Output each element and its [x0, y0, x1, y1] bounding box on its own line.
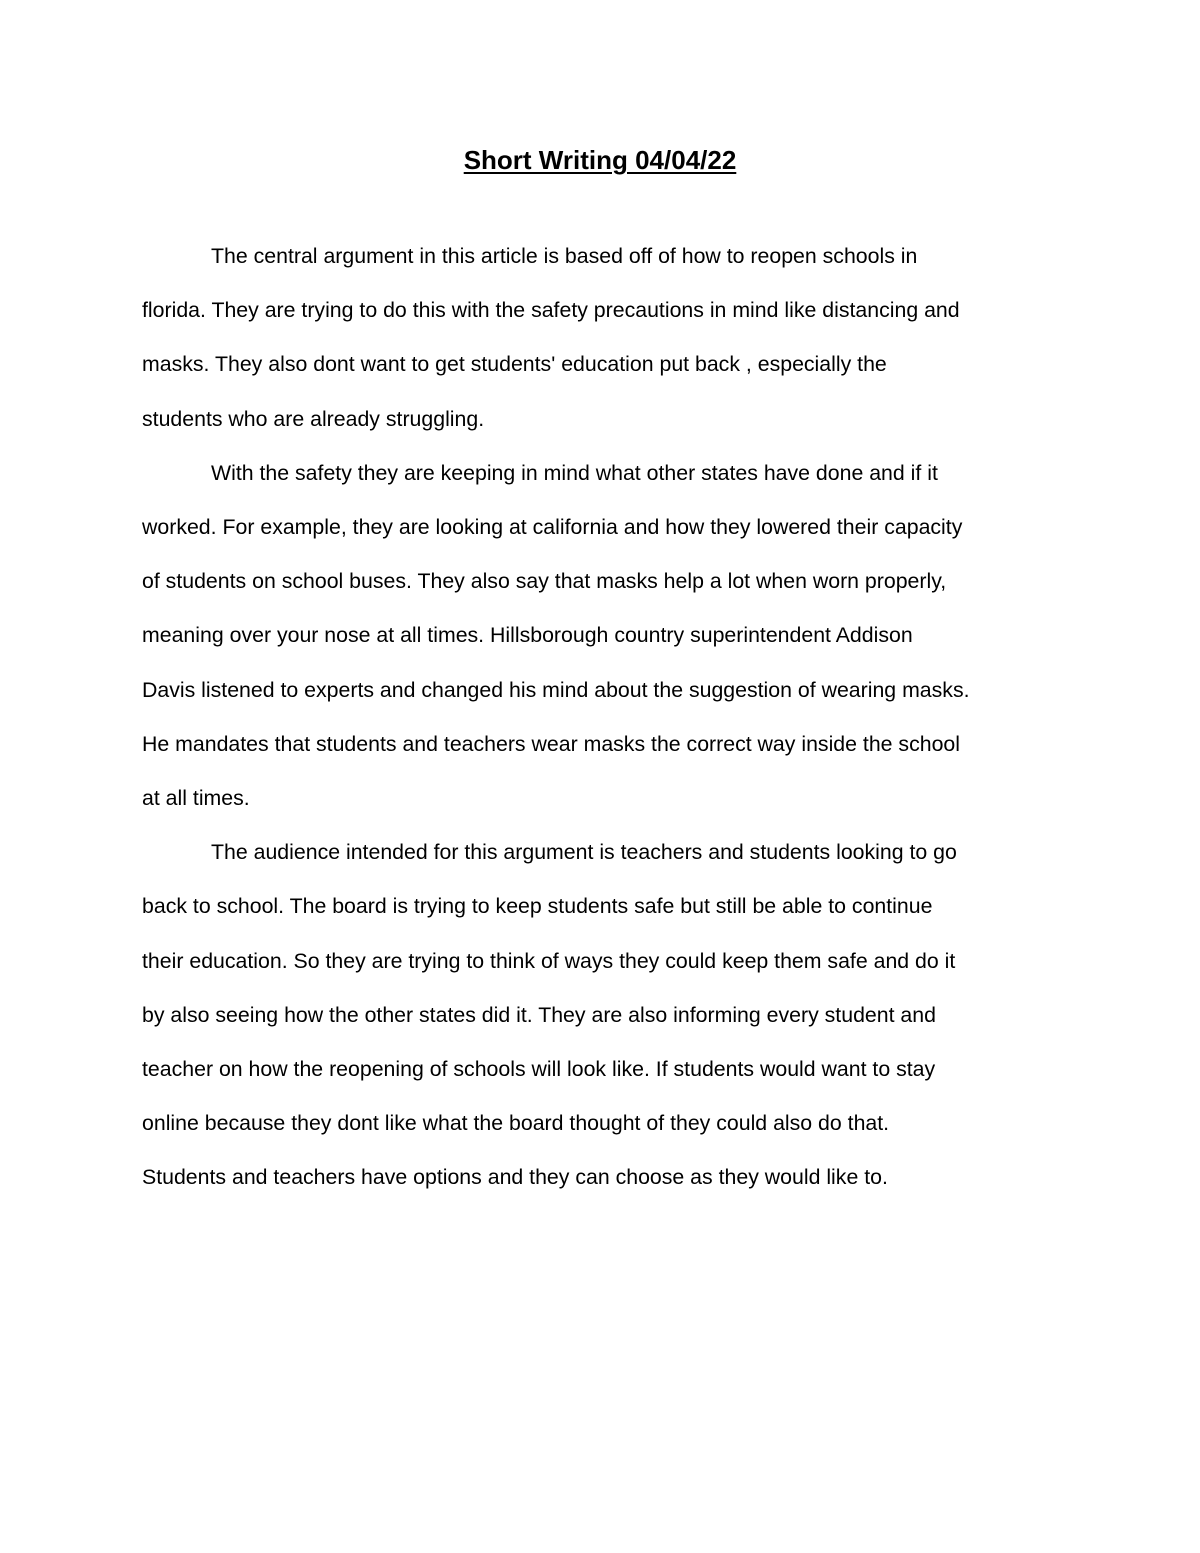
document-body	[142, 229, 1058, 1205]
paragraph-line: Students and teachers have options and they can choose as they would like to.	[142, 1165, 888, 1190]
paragraph-line: by also seeing how the other states did it. They are also informing every student and	[142, 1002, 936, 1027]
paragraph-line: florida. They are trying to do this with the safety precautions in mind like distancing and	[142, 298, 960, 323]
paragraph-line: their education. So they are trying to think of ways they could keep them safe and do it	[142, 948, 956, 973]
paragraph-line: With the safety they are keeping in mind what other states have done and if it	[211, 460, 938, 485]
paragraph-3	[142, 825, 1058, 1204]
paragraph-2	[142, 446, 1058, 825]
document-title: Short Writing 04/04/22	[463, 145, 737, 175]
paragraph-line: meaning over your nose at all times. Hillsborough country superintendent Addison	[142, 623, 913, 648]
paragraph-1	[142, 229, 1058, 446]
paragraph-line: The central argument in this article is based off of how to reopen schools in	[211, 244, 918, 268]
paragraph-line: back to school. The board is trying to keep students safe but still be able to continue	[142, 894, 933, 919]
paragraph-line: at all times.	[142, 786, 250, 811]
paragraph-line: Davis listened to experts and changed his mind about the suggestion of wearing masks.	[142, 677, 970, 702]
paragraph-line: students who are already struggling.	[142, 406, 485, 431]
paragraph-line: masks. They also dont want to get students' education put back , especially the	[142, 352, 887, 377]
paragraph-line: of students on school buses. They also say that masks help a lot when worn properly,	[142, 569, 947, 594]
paragraph-line: He mandates that students and teachers wear masks the correct way inside the school	[142, 731, 960, 756]
paragraph-line: online because they dont like what the board thought of they could also do that.	[142, 1111, 890, 1136]
paragraph-line: teacher on how the reopening of schools will look like. If students would want to stay	[142, 1057, 936, 1082]
paragraph-line: The audience intended for this argument is teachers and students looking to go	[211, 840, 957, 865]
paragraph-line: worked. For example, they are looking at california and how they lowered their capacity	[142, 515, 963, 540]
